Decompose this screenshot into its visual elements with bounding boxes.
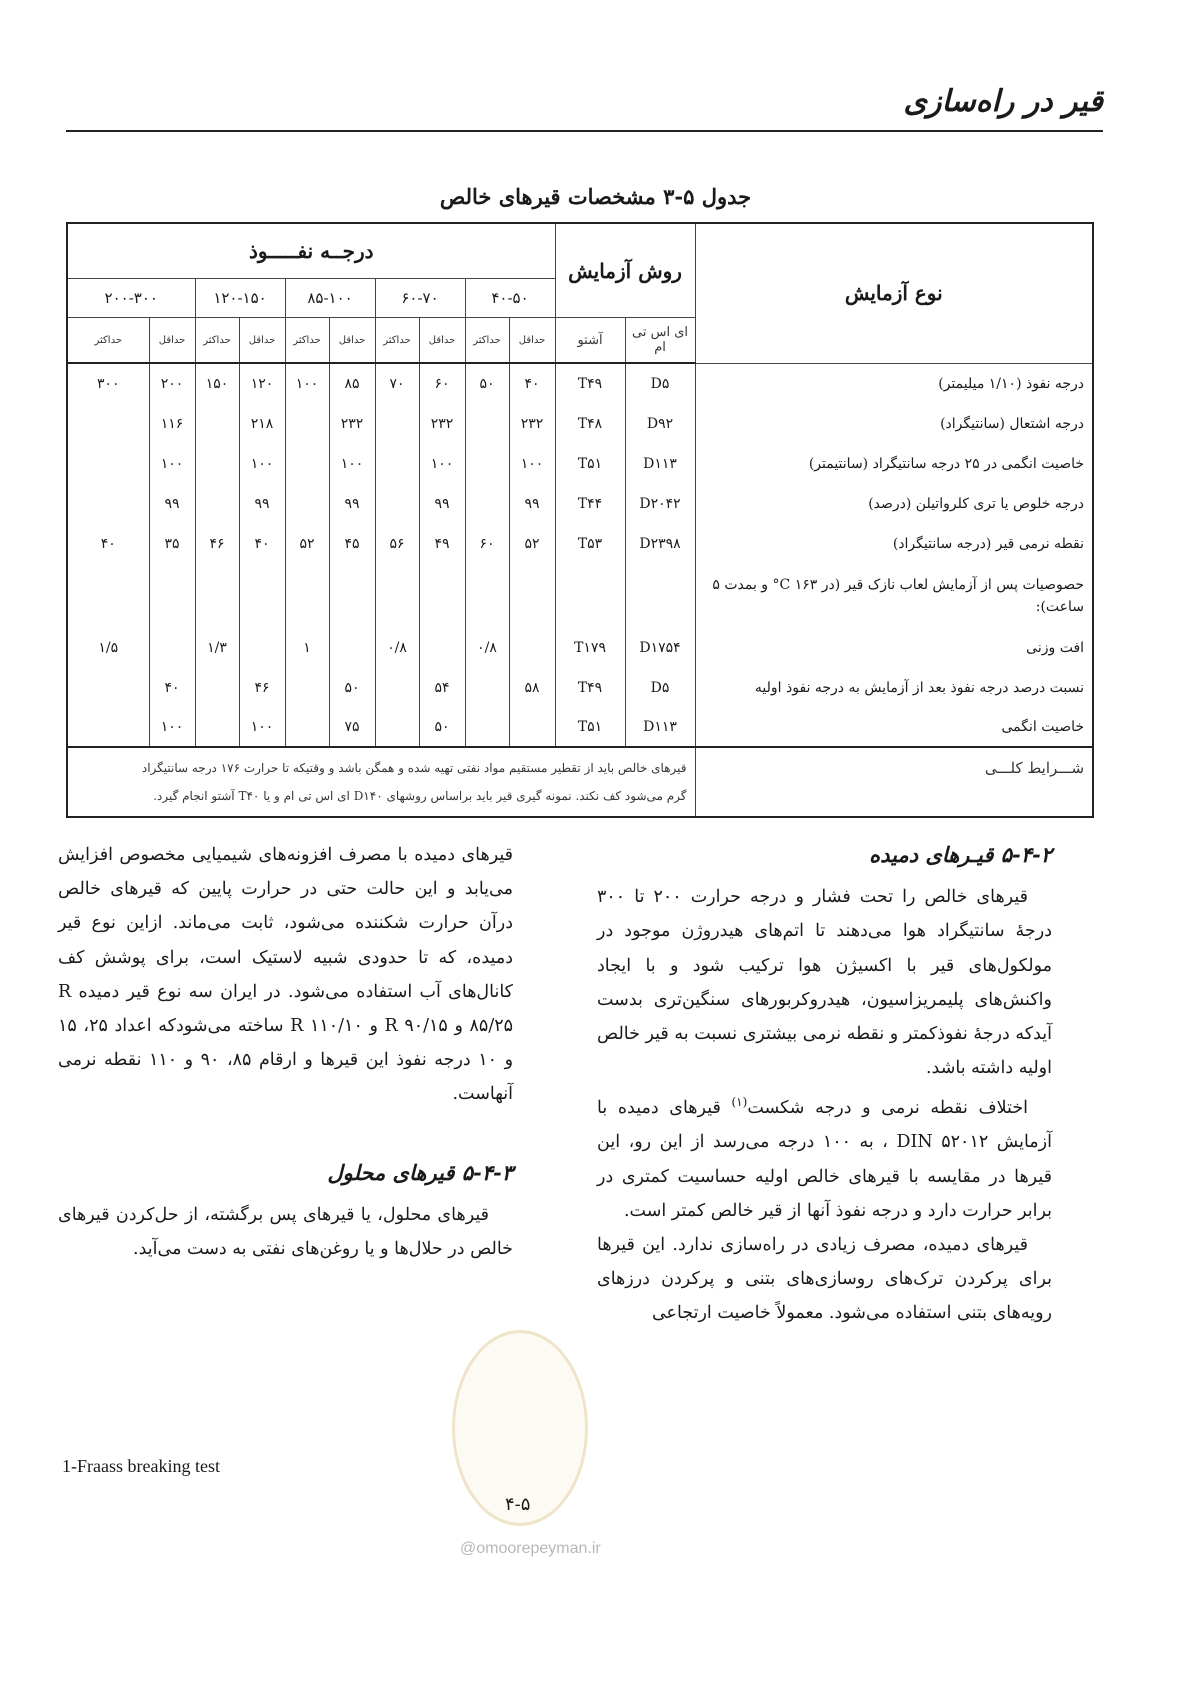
header-grade: ۴۰-۵۰ — [465, 279, 555, 318]
table-cell: ۸۵ — [329, 363, 375, 404]
table-cell: ۵۴ — [419, 668, 465, 708]
header-max: حداکثر — [375, 318, 419, 364]
header-min: حداقل — [239, 318, 285, 364]
cell-ashto: T۵۳ — [555, 524, 625, 564]
table-cell — [285, 564, 329, 628]
table-cell — [465, 404, 509, 444]
table-cell — [195, 444, 239, 484]
row-label: خاصیت انگمی در ۲۵ درجه سانتیگراد (سانتیمتر) — [695, 444, 1093, 484]
header-max: حداکثر — [465, 318, 509, 364]
table-cell: ۵۰ — [329, 668, 375, 708]
table-cell — [149, 564, 195, 628]
cell-astm: D۹۲ — [625, 404, 695, 444]
footnote: 1-Fraass breaking test — [62, 1456, 220, 1476]
table-caption: جدول ۵-۳ مشخصات قیرهای خالص — [439, 184, 752, 209]
table-cell: ۱/۳ — [195, 628, 239, 668]
table-cell — [67, 484, 149, 524]
table-cell — [285, 404, 329, 444]
table-cell: ۶۰ — [465, 524, 509, 564]
row-label: درجه نفوذ (‫۱/۱۰‬ میلیمتر) — [695, 363, 1093, 404]
header-min: حداقل — [329, 318, 375, 364]
cell-astm: D۱۱۳ — [625, 444, 695, 484]
header-max: حداکثر — [195, 318, 239, 364]
table-cell — [239, 564, 285, 628]
table-cell: ۳۰۰ — [67, 363, 149, 404]
header-grade: ۱۲۰-۱۵۰ — [195, 279, 285, 318]
table-cell: ۴۹ — [419, 524, 465, 564]
table-row — [67, 524, 1093, 564]
table-cell: ۵۰ — [419, 708, 465, 747]
cell-astm: D۵ — [625, 363, 695, 404]
cell-astm: D۲۳۹۸ — [625, 524, 695, 564]
table-row — [67, 708, 1093, 747]
table-cell — [419, 628, 465, 668]
table-cell — [509, 708, 555, 747]
table-cell: ۴۵ — [329, 524, 375, 564]
paragraph-text: اختلاف نقطه نرمی و درجه شکست — [747, 1098, 1028, 1119]
table-cell — [239, 628, 285, 668]
table-cell — [67, 668, 149, 708]
cell-astm: D۱۷۵۴ — [625, 628, 695, 668]
table-cell: ۱۰۰ — [329, 444, 375, 484]
table-cell: ۴۰ — [239, 524, 285, 564]
table-cell — [67, 444, 149, 484]
header-astm: ای اس تی ام — [625, 318, 695, 364]
table-cell: ۲۱۸ — [239, 404, 285, 444]
table-cell — [67, 708, 149, 747]
table-cell: ۱۵۰ — [195, 363, 239, 404]
table-cell — [329, 628, 375, 668]
table-cell — [465, 444, 509, 484]
table-cell — [465, 484, 509, 524]
row-label: درجه خلوص یا تری کلرواتیلن (درصد) — [695, 484, 1093, 524]
table-cell: ۱۰۰ — [239, 444, 285, 484]
table-cell — [465, 564, 509, 628]
table-cell — [465, 668, 509, 708]
header-grade: ۲۰۰-۳۰۰ — [67, 279, 195, 318]
header-rule — [66, 130, 1103, 132]
general-conditions-line-2: گرم می‌شود کف نکند. نمونه گیری قیر باید براساس روشهای D۱۴۰ ای اس تی ام و یا T۴۰ آشتو انجام گیرد. — [153, 789, 687, 803]
table-cell — [375, 668, 419, 708]
header-min: حداقل — [509, 318, 555, 364]
table-cell: ۱۰۰ — [239, 708, 285, 747]
table-cell: ۹۹ — [509, 484, 555, 524]
cell-astm: D۲۰۴۲ — [625, 484, 695, 524]
table-cell: ۹۹ — [419, 484, 465, 524]
table-cell: ۹۹ — [149, 484, 195, 524]
paragraph-text: قیرهای دمیده با آزمایش DIN ۵۲۰۱۲ ، به ۱۰۰ درجه می‌رسد از این رو، این قیرها در مقایسه با قیرهای خالص اولیه حساسیت کمتری در برابر حرارت دارد و درجه نفوذ آنها از قیر خالص کمتر است. — [597, 1098, 1052, 1221]
table-cell — [195, 404, 239, 444]
table-cell: ۹۹ — [329, 484, 375, 524]
table-cell — [149, 628, 195, 668]
general-conditions-text — [67, 747, 695, 817]
table-cell: ۷۵ — [329, 708, 375, 747]
table-cell — [285, 484, 329, 524]
cell-ashto: T۵۱ — [555, 708, 625, 747]
general-conditions-label: شـــرایط کلـــی — [695, 747, 1093, 817]
table-cell: ۳۵ — [149, 524, 195, 564]
header-grade: ۶۰-۷۰ — [375, 279, 465, 318]
table-cell: ۱۱۶ — [149, 404, 195, 444]
paragraph: قیرهای دمیده با مصرف افزونه‌های شیمیایی مخصوص افزایش می‌یابد و این حالت حتی در حرارت پایین که قیرهای خالص درآن حرارت شکننده می‌شود، ثابت می‌ماند. ازاین نوع قیر دمیده، که تا حدودی شبیه لاستیک است، برای پوشش کف کانال‌های آب استفاده می‌شود. در ایران سه نوع قیر دمیده R ۸۵/۲۵ و R ۹۰/۱۵ و R ۱۱۰/۱۰ ساخته می‌شودکه اعداد ۲۵، ۱۵ و ۱۰ درجه نفوذ این قیرها و ارقام ۸۵، ۹۰ و ۱۱۰ نقطه نرمی آنهاست. — [58, 845, 514, 1105]
table-cell — [195, 708, 239, 747]
cell-astm: D۵ — [625, 668, 695, 708]
header-max: حداکثر — [285, 318, 329, 364]
header-ashto: آشتو — [555, 318, 625, 364]
table-cell — [375, 444, 419, 484]
table-cell — [465, 708, 509, 747]
table-cell: ۵۰ — [465, 363, 509, 404]
paragraph — [597, 1085, 1052, 1228]
table-cell: ۲۳۲ — [329, 404, 375, 444]
table-cell — [285, 708, 329, 747]
table-cell: ۰/۸ — [375, 628, 419, 668]
table-row — [67, 444, 1093, 484]
paragraph: قیرهای دمیده، مصرف زیادی در راه‌سازی ندارد. این قیرها برای پرکردن ترک‌های روسازی‌های بتنی و پرکردن درزهای رویه‌های بتنی استفاده می‌شود. معمولاً خاصیت ارتجاعی — [597, 1235, 1052, 1324]
row-label: خاصیت انگمی — [695, 708, 1093, 747]
row-label: حصوصیات پس از آزمایش لعاب نازک قیر (در ۱۶۳ C° و بمدت ۵ ساعت): — [695, 564, 1093, 628]
cell-ashto: T۴۸ — [555, 404, 625, 444]
header-test-type: نوع آزمایش — [695, 223, 1093, 363]
table-cell — [419, 564, 465, 628]
table-cell — [285, 668, 329, 708]
row-label: افت وزنی — [695, 628, 1093, 668]
table-cell: ۹۹ — [239, 484, 285, 524]
running-header: قیر در راه‌سازی — [903, 84, 1103, 119]
table-cell: ۲۰۰ — [149, 363, 195, 404]
row-label: درجه اشتعال (سانتیگراد) — [695, 404, 1093, 444]
general-conditions-line-1: قیرهای خالص باید از تقطیر مستقیم مواد نفتی تهیه شده و همگن باشد و وقتیکه تا حرارت ۱۷۶ درجه سانتیگراد — [141, 761, 687, 775]
table-row — [67, 363, 1093, 404]
paragraph: قیرهای محلول، یا قیرهای پس برگشته، از حل‌کردن قیرهای خالص در حلال‌ها و یا روغن‌های نفتی به دست می‌آید. — [58, 1204, 513, 1260]
cell-astm: D۱۱۳ — [625, 708, 695, 747]
table-cell: ۵۲ — [285, 524, 329, 564]
table-cell: ۱۰۰ — [419, 444, 465, 484]
paragraph: قیرهای خالص را تحت فشار و درجه حرارت ۲۰۰ تا ۳۰۰ درجهٔ سانتیگراد هوا می‌دهند تا اتم‌های هیدروژن موجود در مولکول‌های قیر با اکسیژن هوا ترکیب شود و با ایجاد واکنش‌های پلیمریزاسیون، هیدروکربورهای سنگین‌تری بدست آیدکه درجهٔ نفوذکمتر و نقطه نرمی بیشتری نسبت به قیر خالص اولیه داشته باشد. — [597, 887, 1052, 1079]
table-cell: ۵۲ — [509, 524, 555, 564]
cell-ashto — [555, 564, 625, 628]
table-cell — [375, 564, 419, 628]
watermark-site: @omoorepeyman.ir — [460, 1540, 601, 1557]
table-cell: ۴۰ — [149, 668, 195, 708]
table-cell: ۵۸ — [509, 668, 555, 708]
table-row — [67, 404, 1093, 444]
header-grade: ۸۵-۱۰۰ — [285, 279, 375, 318]
table-cell: ۴۶ — [239, 668, 285, 708]
table-cell: ۰/۸ — [465, 628, 509, 668]
table-cell: ۵۶ — [375, 524, 419, 564]
table-row — [67, 564, 1093, 628]
right-text-column — [597, 838, 1052, 1331]
table-cell — [195, 668, 239, 708]
table-cell: ۱۰۰ — [149, 708, 195, 747]
table-cell: ۴۶ — [195, 524, 239, 564]
cell-ashto: T۴۹ — [555, 363, 625, 404]
table-cell — [67, 404, 149, 444]
left-text-column — [58, 838, 513, 1266]
cell-astm — [625, 564, 695, 628]
table-cell: ۷۰ — [375, 363, 419, 404]
table-cell — [329, 564, 375, 628]
table-cell — [375, 484, 419, 524]
header-penetration-grade: درجــه نفـــــوذ — [67, 223, 555, 279]
section-heading-cutback-bitumen: ۵-۴-۳ قیرهای محلول — [327, 1159, 513, 1185]
table-cell — [509, 628, 555, 668]
cell-ashto: T۴۹ — [555, 668, 625, 708]
table-cell: ۱۲۰ — [239, 363, 285, 404]
row-label: نسبت درصد درجه نفوذ بعد از آزمایش به درجه نفوذ اولیه — [695, 668, 1093, 708]
table-cell — [285, 444, 329, 484]
cell-ashto: T۴۴ — [555, 484, 625, 524]
header-min: حداقل — [419, 318, 465, 364]
table-cell: ۴۰ — [509, 363, 555, 404]
table-cell: ۱۰۰ — [285, 363, 329, 404]
spec-table — [66, 222, 1094, 818]
table-cell — [195, 484, 239, 524]
table-cell — [375, 404, 419, 444]
table-cell: ۶۰ — [419, 363, 465, 404]
table-row — [67, 484, 1093, 524]
footnote-ref: (۱) — [731, 1095, 748, 1110]
section-heading-blown-bitumen: ۵-۴-۲ قیـرهای دمیده — [869, 842, 1052, 867]
cell-ashto: T۱۷۹ — [555, 628, 625, 668]
table-row — [67, 668, 1093, 708]
table-cell: ۱/۵ — [67, 628, 149, 668]
table-cell — [67, 564, 149, 628]
table-cell: ۲۳۲ — [509, 404, 555, 444]
row-label: نقطه نرمی قیر (درجه سانتیگراد) — [695, 524, 1093, 564]
table-cell: ۱۰۰ — [149, 444, 195, 484]
table-cell — [195, 564, 239, 628]
table-cell: ۲۳۲ — [419, 404, 465, 444]
header-min: حداقل — [149, 318, 195, 364]
table-row — [67, 628, 1093, 668]
table-cell: ۱۰۰ — [509, 444, 555, 484]
page-number: ۴-۵ — [505, 1494, 531, 1515]
header-max: حداکثر — [67, 318, 149, 364]
table-cell: ۴۰ — [67, 524, 149, 564]
table-cell — [509, 564, 555, 628]
cell-ashto: T۵۱ — [555, 444, 625, 484]
header-method: روش آزمایش — [555, 223, 695, 318]
table-cell: ۱ — [285, 628, 329, 668]
table-cell — [375, 708, 419, 747]
